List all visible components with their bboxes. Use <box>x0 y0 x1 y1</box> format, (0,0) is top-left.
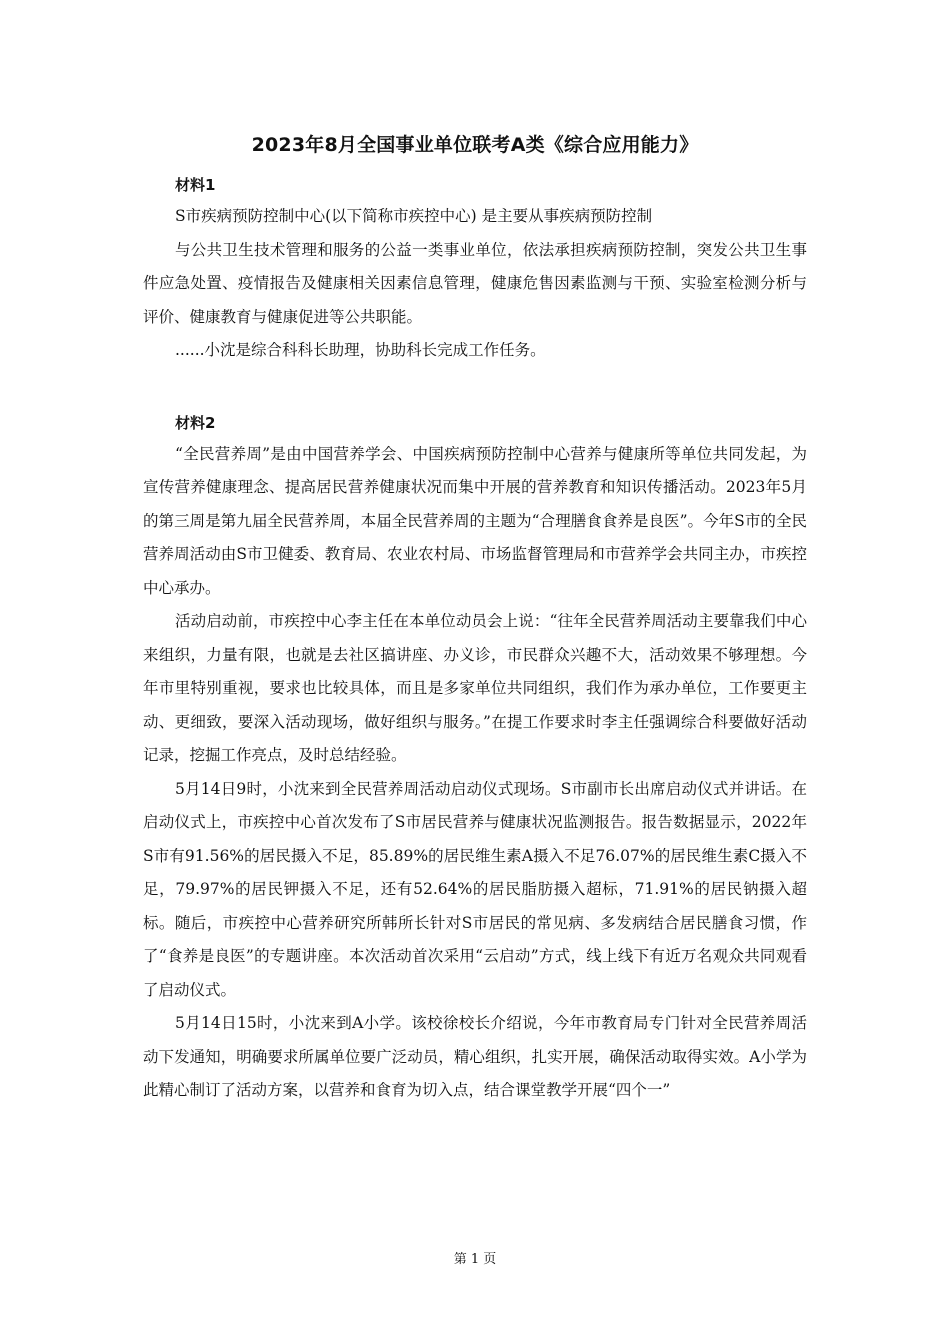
document-title: 2023年8月全国事业单位联考A类《综合应用能力》 <box>251 134 699 156</box>
material2-paragraph-3: 5月14日9时，小沈来到全民营养周活动启动仪式现场。S市副市长出席启动仪式并讲话。在启动仪式上，市疾控中心首次发布了S市居民营养与健康状况监测报告。报告数据显示，2022年S市有91.56%的居民摄入不足，85.89%的居民维生素A摄入不足76.07%的居民维生素C摄入不足，79.97%的居民钾摄入不足，还有52.64%的居民脂肪摄入超标，71.91%的居民钠摄入超标。随后，市疾控中心营养研究所韩所长针对S市居民的常见病、多发病结合居民膳食习惯，作了“食养是良医”的专题讲座。本次活动首次采用“云启动”方式，线上线下有近万名观众共同观看了启动仪式。 <box>143 779 807 999</box>
document-body <box>143 170 807 1108</box>
material2-heading: 材料2 <box>175 413 216 432</box>
material2-paragraph-2: 活动启动前，市疾控中心李主任在本单位动员会上说：“往年全民营养周活动主要靠我们中心来组织，力量有限，也就是去社区搞讲座、办义诊，市民群众兴趣不大，活动效果不够理想。今年市里特别重视，要求也比较具体，而且是多家单位共同组织，我们作为承办单位，工作要更主动、更细致，要深入活动现场，做好组织与服务。”在提工作要求时李主任强调综合科要做好活动记录，挖掘工作亮点，及时总结经验。 <box>143 612 807 764</box>
material1-paragraph-2: 与公共卫生技术管理和服务的公益一类事业单位，依法承担疾病预防控制，突发公共卫生事件应急处置、疫情报告及健康相关因素信息管理，健康危售因素监测与干预、实验室检测分析与评价、健康教育与健康促进等公共职能。 <box>143 240 807 326</box>
material1-heading: 材料1 <box>175 176 216 194</box>
material1-paragraph-1: S市疾病预防控制中心(以下简称市疾控中心) 是主要从事疾病预防控制 <box>175 207 653 225</box>
section-spacer <box>143 368 807 408</box>
material2-paragraph-4: 5月14日15时，小沈来到A小学。该校徐校长介绍说，今年市教育局专门针对全民营养周活动下发通知，明确要求所属单位要广泛动员，精心组织，扎实开展，确保活动取得实效。A小学为此精心制订了活动方案，以营养和食育为切入点，结合课堂教学开展“四个一” <box>143 1014 807 1099</box>
material2-paragraph-1: “全民营养周”是由中国营养学会、中国疾病预防控制中心营养与健康所等单位共同发起，为宣传营养健康理念、提高居民营养健康状况而集中开展的营养教育和知识传播活动。2023年5月的第三周是第九届全民营养周，本届全民营养周的主题为“合理膳食食养是良医”。今年S市的全民营养周活动由S市卫健委、教育局、农业农村局、市场监督管理局和市营养学会共同主办，市疾控中心承办。 <box>143 444 807 597</box>
page-number: 第 1 页 <box>453 1252 497 1267</box>
material1-paragraph-3: ......小沈是综合科科长助理，协助科长完成工作任务。 <box>175 341 546 359</box>
